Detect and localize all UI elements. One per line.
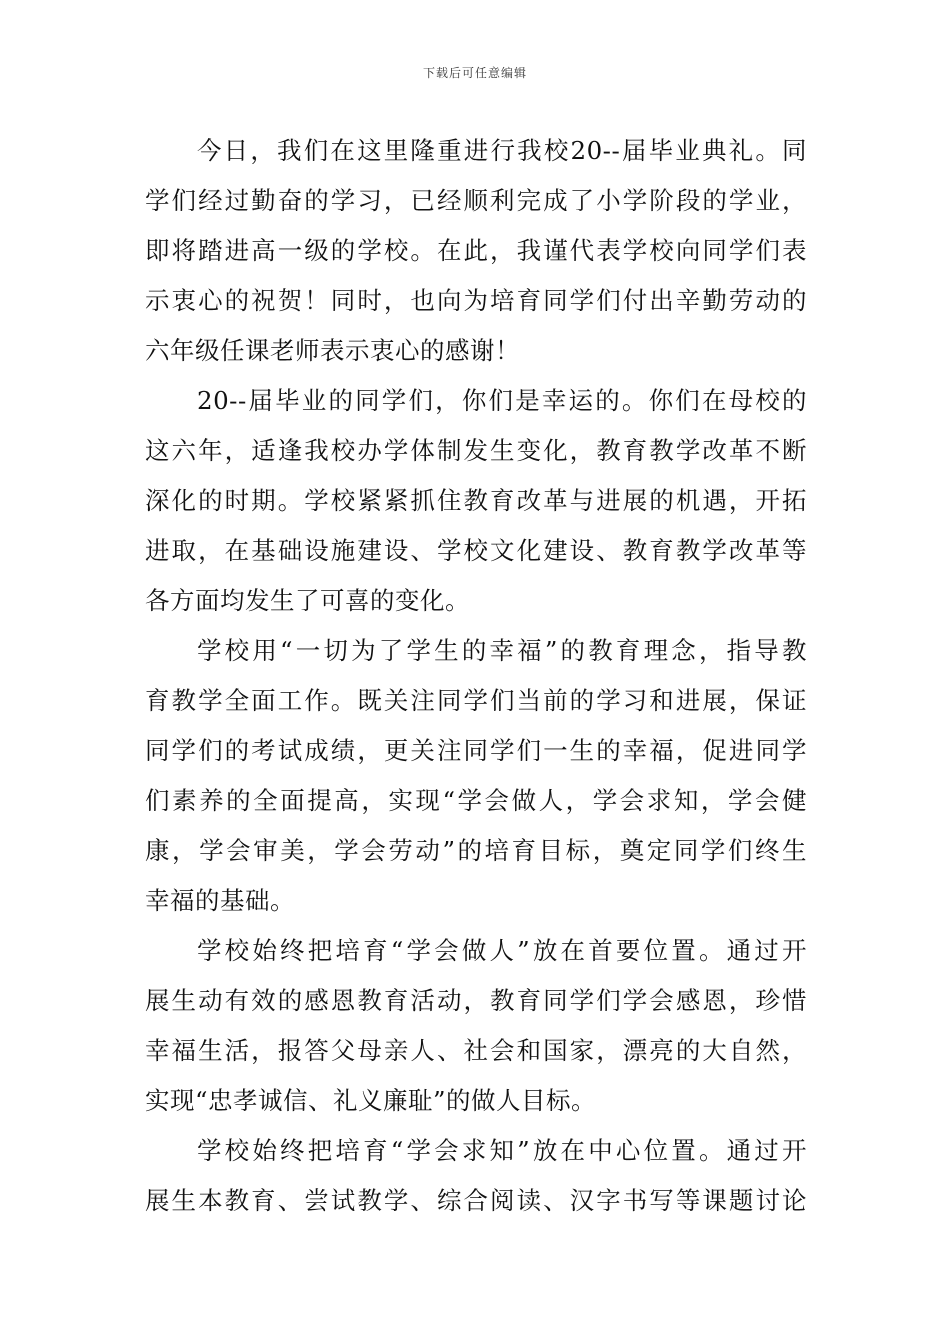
paragraph-line: 实现“忠孝诚信、礼义廉耻”的做人目标。 (145, 1086, 597, 1115)
paragraph (145, 626, 807, 926)
paragraph-line: 展生本教育、尝试教学、综合阅读、汉字书写等课题讨论 (145, 1186, 807, 1215)
paragraph-line: 即将踏进高一级的学校。在此，我谨代表学校向同学们表 (145, 236, 807, 265)
paragraph (145, 1126, 807, 1226)
paragraph-line: 学校始终把培育“学会求知”放在中心位置。通过开 (197, 1136, 807, 1165)
paragraph-line: 20--届毕业的同学们，你们是幸运的。你们在母校的 (197, 386, 807, 415)
paragraph-line: 示衷心的祝贺！同时，也向为培育同学们付出辛勤劳动的 (145, 286, 807, 315)
paragraph-line: 学校始终把培育“学会做人”放在首要位置。通过开 (197, 936, 807, 965)
paragraph-line: 育教学全面工作。既关注同学们当前的学习和进展，保证 (145, 686, 807, 715)
page-header: 下载后可任意编辑 (422, 66, 527, 80)
paragraph-line: 同学们的考试成绩，更关注同学们一生的幸福，促进同学 (145, 736, 807, 765)
document-body (145, 126, 807, 1226)
paragraph-line: 幸福生活，报答父母亲人、社会和国家，漂亮的大自然， (145, 1036, 807, 1065)
paragraph (145, 926, 807, 1126)
paragraph-line: 们素养的全面提高，实现“学会做人，学会求知，学会健 (145, 786, 807, 815)
paragraph-line: 各方面均发生了可喜的变化。 (145, 586, 470, 615)
paragraph-line: 今日，我们在这里隆重进行我校20--届毕业典礼。同 (197, 136, 807, 165)
paragraph-line: 幸福的基础。 (145, 886, 295, 915)
paragraph-line: 这六年，适逢我校办学体制发生变化，教育教学改革不断 (145, 436, 807, 465)
paragraph-line: 展生动有效的感恩教育活动，教育同学们学会感恩，珍惜 (145, 986, 807, 1015)
paragraph (145, 126, 807, 376)
paragraph-line: 深化的时期。学校紧紧抓住教育改革与进展的机遇，开拓 (145, 486, 807, 515)
paragraph-line: 康，学会审美，学会劳动”的培育目标，奠定同学们终生 (145, 836, 807, 865)
paragraph-line: 进取，在基础设施建设、学校文化建设、教育教学改革等 (145, 536, 807, 565)
paragraph (145, 376, 807, 626)
paragraph-line: 六年级任课老师表示衷心的感谢！ (145, 336, 520, 365)
paragraph-line: 学们经过勤奋的学习，已经顺利完成了小学阶段的学业， (145, 186, 807, 215)
paragraph-line: 学校用“一切为了学生的幸福”的教育理念，指导教 (197, 636, 807, 665)
